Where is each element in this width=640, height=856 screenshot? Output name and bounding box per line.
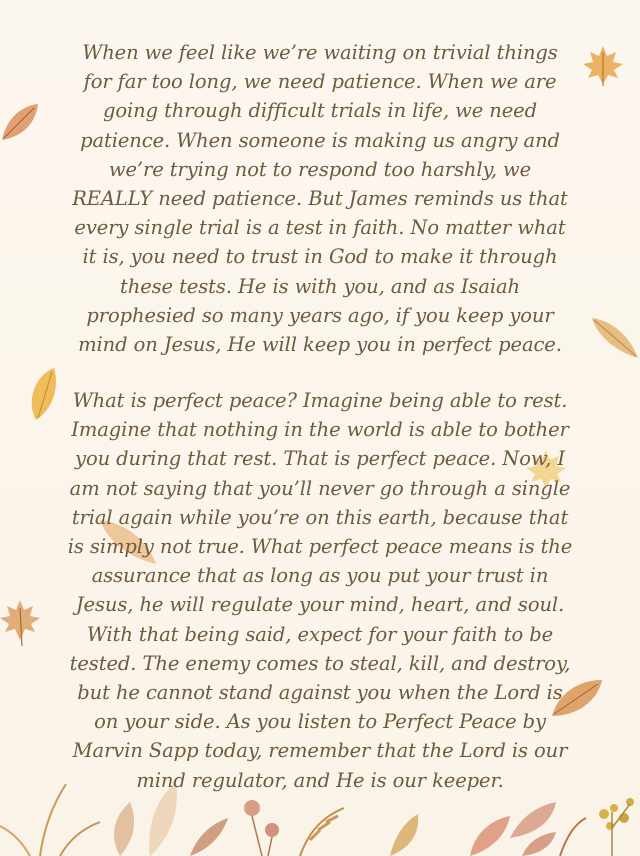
text-line: What is perfect peace? Imagine being able to rest. bbox=[72, 389, 568, 412]
text-line: on your side. As you listen to Perfect Peace by bbox=[94, 710, 546, 734]
text-line: Jesus, he will regulate your mind, heart, and soul. bbox=[75, 593, 565, 617]
text-line: patience. When someone is making us angry and bbox=[80, 128, 560, 152]
text-line: prophesied so many years ago, if you keep your bbox=[86, 303, 554, 327]
paragraph-1 bbox=[60, 38, 580, 359]
text-line: am not saying that you’ll never go through a single bbox=[69, 476, 571, 500]
text-line: every single trial is a test in faith. No matter what bbox=[74, 216, 566, 240]
text-line: going through difficult trials in life, we need bbox=[102, 99, 538, 123]
feather-leaf-icon bbox=[26, 366, 60, 422]
text-line: Marvin Sapp today, remember that the Lord is our bbox=[72, 739, 568, 763]
text-line: Imagine that nothing in the world is able to bother bbox=[71, 418, 569, 442]
text-line: you during that rest. That is perfect peace. Now, I bbox=[75, 447, 565, 471]
text-line: trial again while you’re on this earth, because that bbox=[71, 505, 569, 529]
text-line: but he cannot stand against you when the Lord is bbox=[77, 681, 563, 705]
text-line: With that being said, expect for your faith to be bbox=[86, 622, 554, 646]
text-line: we’re trying not to respond too harshly, we bbox=[108, 157, 532, 181]
text-line: When we feel like we’re waiting on trivial things bbox=[82, 41, 558, 64]
text-line: is simply not true. What perfect peace means is the bbox=[67, 535, 573, 559]
text-line: it is, you need to trust in God to make it through bbox=[82, 245, 558, 269]
text-line: REALLY need patience. But James reminds us that bbox=[72, 187, 568, 211]
text-line: tested. The enemy comes to steal, kill, and destroy, bbox=[69, 651, 571, 675]
text-line: for far too long, we need patience. When we are bbox=[83, 70, 557, 94]
text-line: mind on Jesus, He will keep you in perfect peace. bbox=[78, 333, 562, 357]
text-line: these tests. He is with you, and as Isaiah bbox=[120, 274, 520, 298]
oak-leaf-icon bbox=[0, 100, 42, 146]
text-line: assurance that as long as you put your trust in bbox=[91, 564, 549, 588]
maple-leaf-icon bbox=[580, 42, 626, 88]
maple-leaf-icon bbox=[0, 596, 44, 646]
text-line: mind regulator, and He is our keeper. bbox=[136, 768, 504, 792]
paragraph-2 bbox=[60, 386, 580, 795]
feather-leaf-icon bbox=[588, 312, 640, 364]
